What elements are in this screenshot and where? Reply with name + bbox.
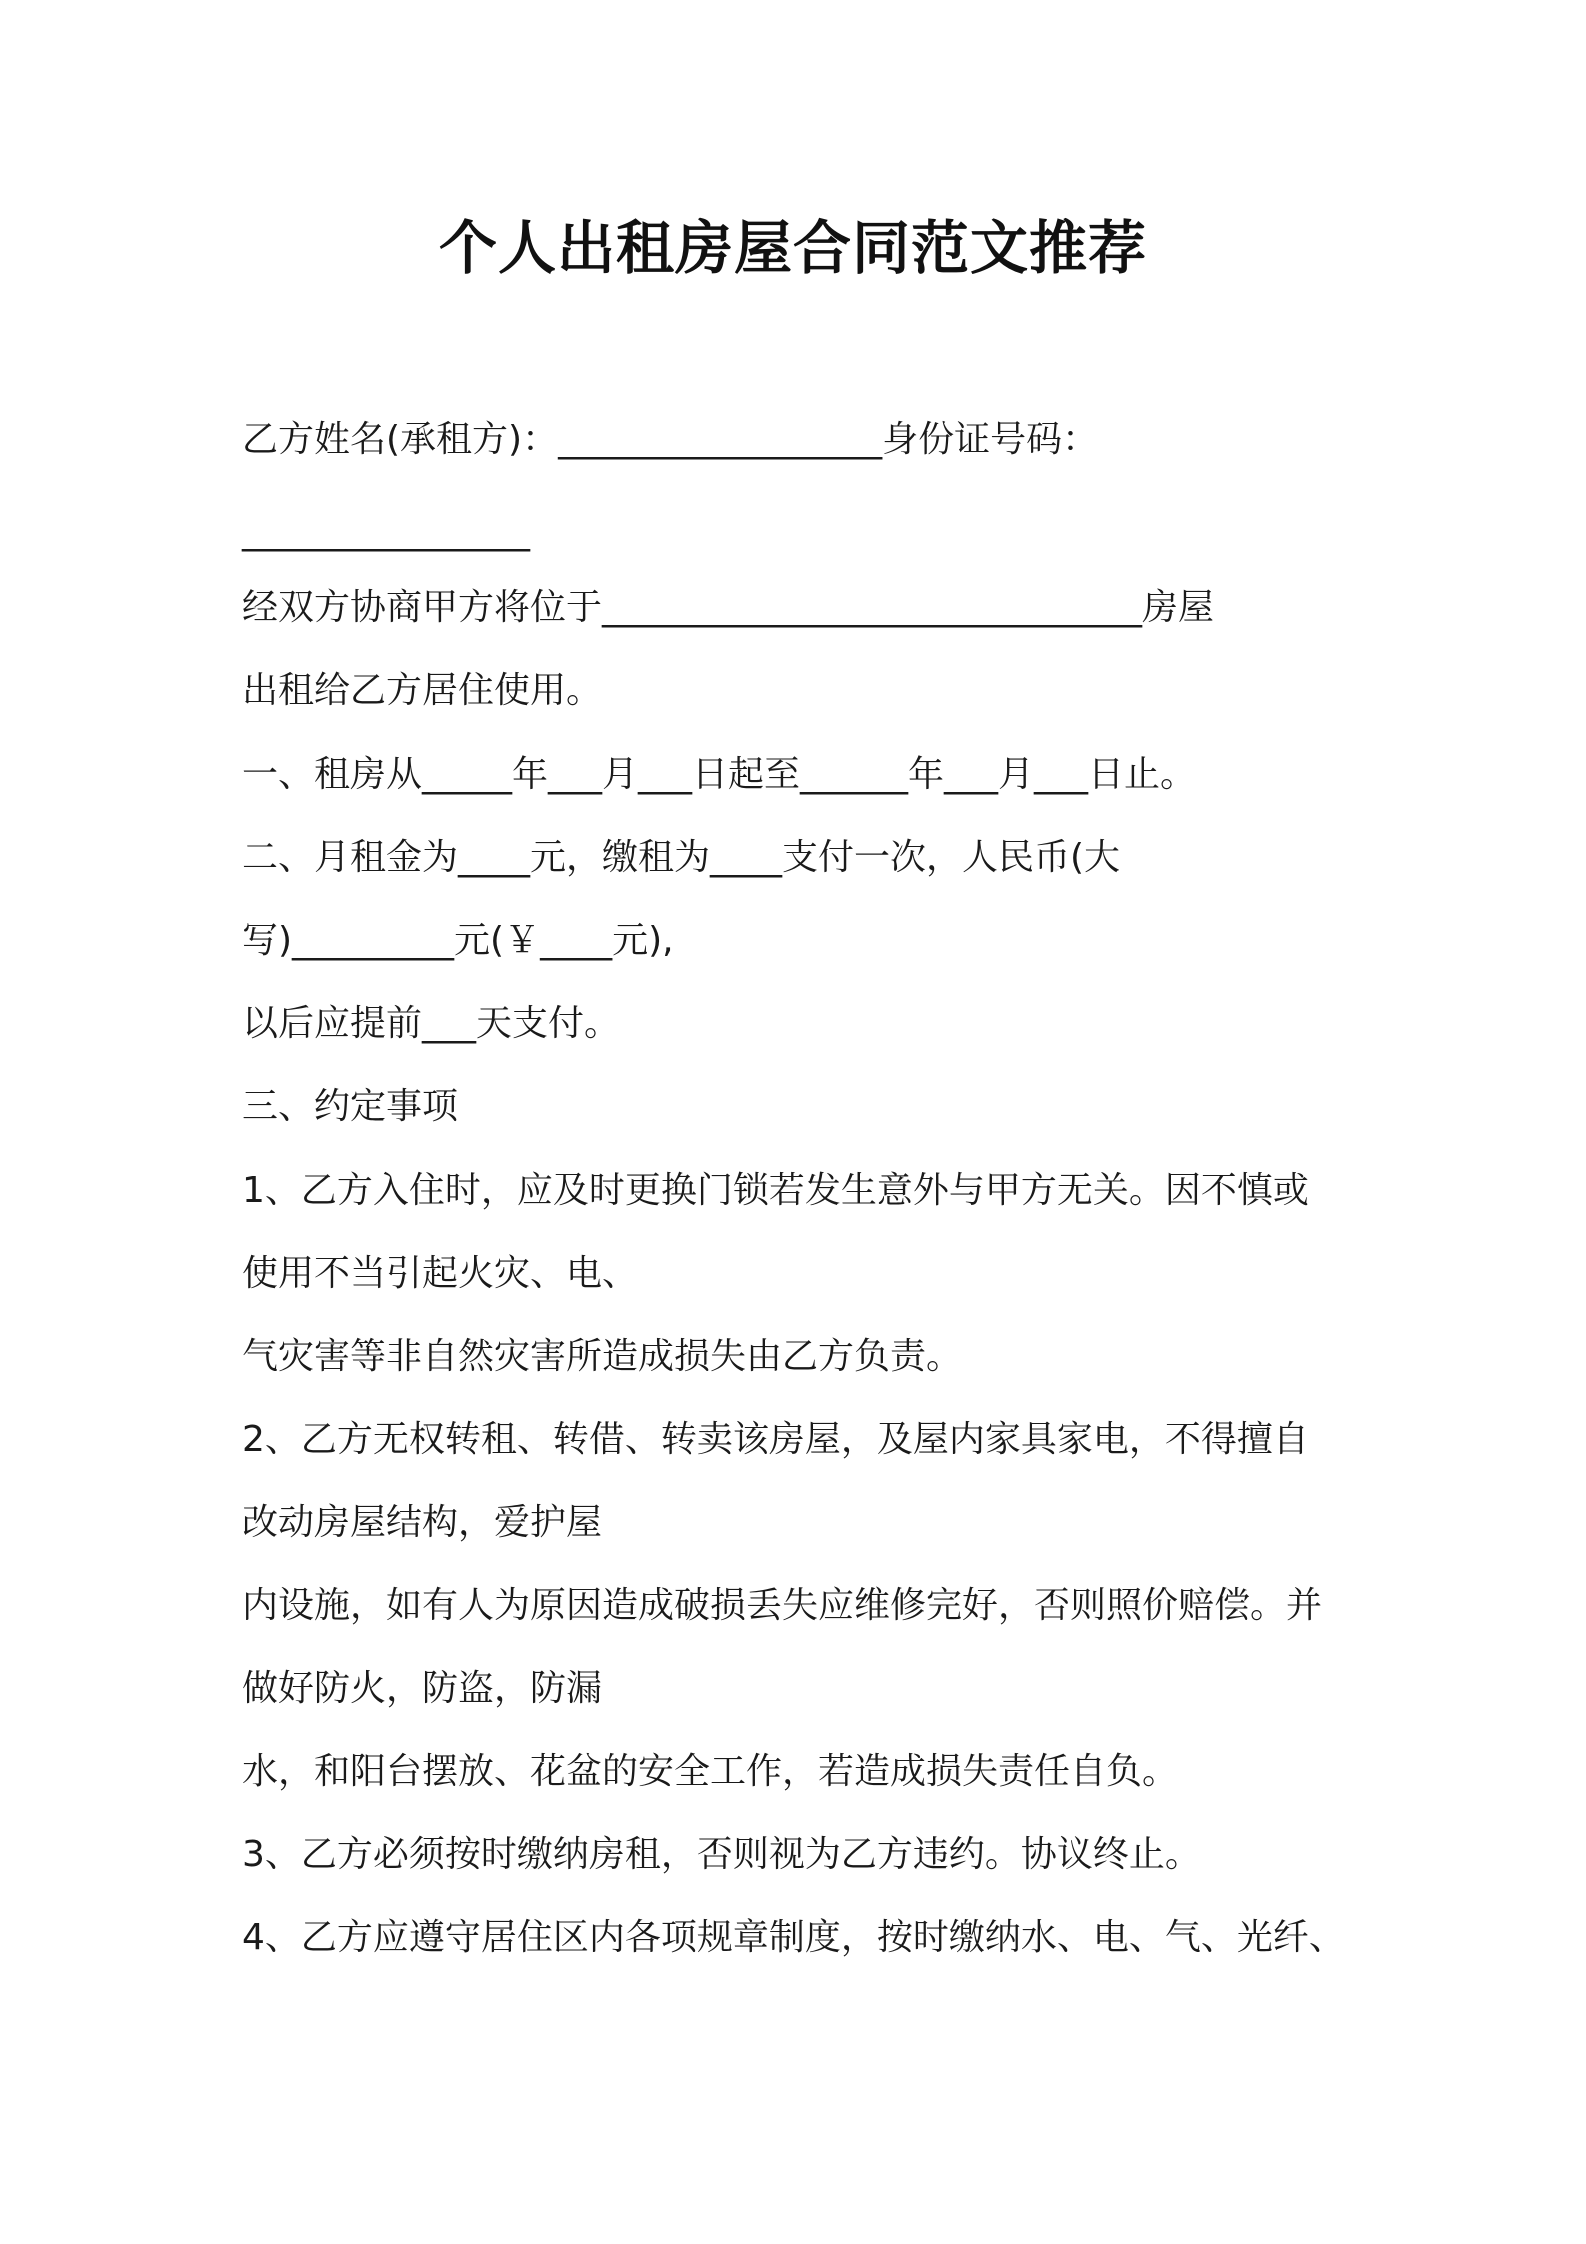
section-heading-terms: 三、约定事项 bbox=[242, 1086, 459, 1127]
clause-1-line-1: 1、乙方入住时，应及时更换门锁若发生意外与甲方无关。因不慎或 bbox=[242, 1170, 1309, 1211]
contract-line-tenant-name: 乙方姓名(承租方)：__________________身份证号码： bbox=[242, 419, 1099, 460]
clause-4-line-1: 4、乙方应遵守居住区内各项规章制度，按时缴纳水、电、气、光纤、 bbox=[242, 1917, 1345, 1958]
clause-2-line-1: 2、乙方无权转租、转借、转卖该房屋，及屋内家具家电，不得擅自 bbox=[242, 1419, 1309, 1460]
clause-1-line-2: 使用不当引起火灾、电、 bbox=[242, 1253, 639, 1294]
clause-2-line-2: 改动房屋结构，爱护屋 bbox=[242, 1502, 603, 1543]
contract-line-term: 一、租房从_____年___月___日起至______年___月___日止。 bbox=[242, 754, 1197, 795]
clause-2-line-4: 做好防火，防盗，防漏 bbox=[242, 1668, 603, 1709]
clause-1-line-3: 气灾害等非自然灾害所造成损失由乙方负责。 bbox=[242, 1336, 963, 1377]
contract-line-location: 经双方协商甲方将位于______________________________房屋 bbox=[242, 587, 1215, 628]
document-title: 个人出租房屋合同范文推荐 bbox=[438, 214, 1147, 282]
contract-line-rent: 二、月租金为____元，缴租为____支付一次，人民币(大 bbox=[242, 837, 1121, 878]
clause-2-line-3: 内设施，如有人为原因造成破损丢失应维修完好，否则照价赔偿。并 bbox=[242, 1585, 1323, 1626]
contract-line-rent-amount: 写)_________元(￥____元), bbox=[242, 920, 674, 961]
contract-line-id-number-blank: ________________ bbox=[242, 511, 530, 552]
contract-line-purpose: 出租给乙方居住使用。 bbox=[242, 670, 603, 711]
clause-3-line-1: 3、乙方必须按时缴纳房租，否则视为乙方违约。协议终止。 bbox=[242, 1834, 1201, 1875]
clause-2-line-5: 水，和阳台摆放、花盆的安全工作，若造成损失责任自负。 bbox=[242, 1751, 1179, 1792]
contract-line-payment-advance: 以后应提前___天支付。 bbox=[242, 1003, 621, 1044]
